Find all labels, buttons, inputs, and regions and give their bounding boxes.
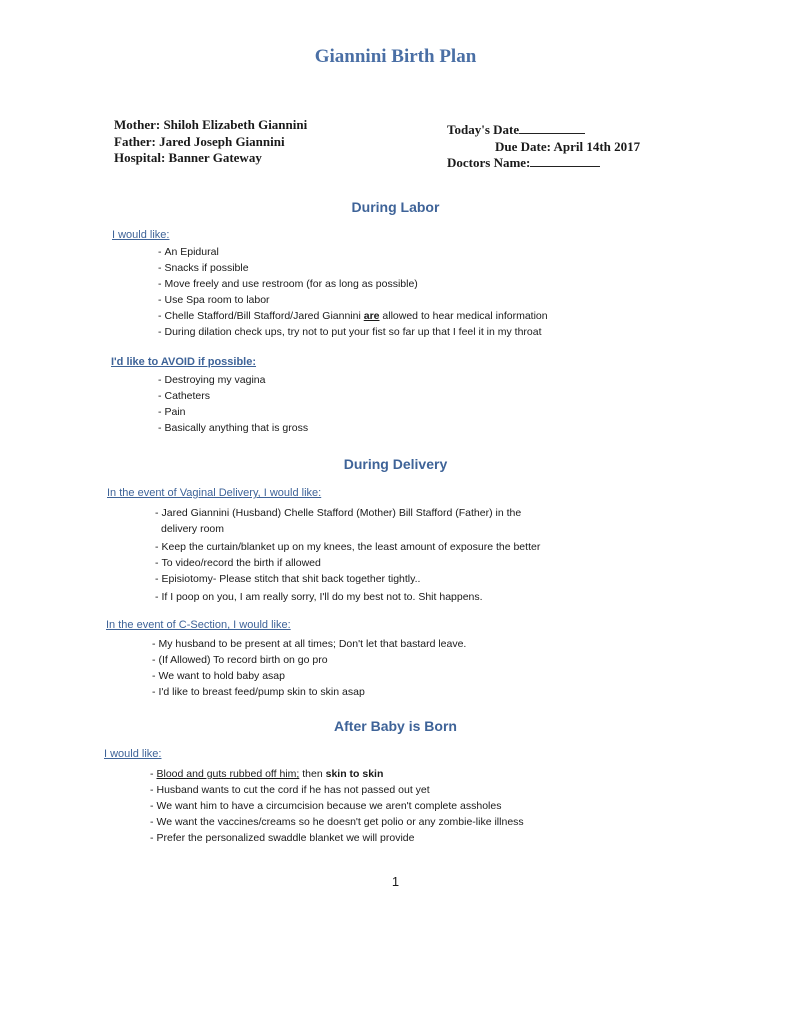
after-heading: After Baby is Born (334, 718, 457, 734)
list-item: - Use Spa room to labor (158, 294, 270, 306)
list-item: - If I poop on you, I am really sorry, I'll do my best not to. Shit happens. (155, 591, 483, 603)
list-item: - Destroying my vagina (158, 374, 266, 386)
blood-guts-text: Blood and guts rubbed off him; (156, 768, 300, 780)
list-item: - Keep the curtain/blanket up on my knees, the least amount of exposure the better (155, 541, 541, 553)
list-item: - I'd like to breast feed/pump skin to skin asap (152, 686, 365, 698)
labor-like-heading: I would like: (112, 229, 170, 241)
list-item: - Blood and guts rubbed off him; then skin to skin (150, 768, 384, 780)
are-emphasis: are (363, 310, 380, 322)
csection-heading: In the event of C-Section, I would like: (106, 619, 291, 631)
list-item: - Catheters (158, 390, 211, 402)
labor-heading: During Labor (351, 199, 440, 215)
todays-date-line (447, 122, 640, 139)
vaginal-list (155, 505, 540, 605)
list-item: - Husband wants to cut the cord if he has not passed out yet (150, 784, 430, 796)
page-title: Giannini Birth Plan (314, 46, 477, 67)
father-line: Father: Jared Joseph Giannini (114, 133, 285, 149)
list-item: - Move freely and use restroom (for as long as possible) (158, 278, 418, 290)
after-like-heading: I would like: (104, 748, 162, 760)
list-item: - Prefer the personalized swaddle blanket we will provide (150, 832, 415, 844)
list-item: - We want the vaccines/creams so he doesn't get polio or any zombie-like illness (150, 816, 524, 828)
todays-date-blank (519, 122, 585, 134)
after-list (150, 766, 524, 846)
mother-line: Mother: Shiloh Elizabeth Giannini (114, 117, 308, 132)
skin-to-skin-text: skin to skin (325, 768, 384, 780)
list-item: - (If Allowed) To record birth on go pro (152, 654, 328, 666)
doctors-name-blank (530, 155, 600, 167)
list-item: - Jared Giannini (Husband) Chelle Stafford (Mother) Bill Stafford (Father) in the (155, 507, 522, 519)
list-item: - Snacks if possible (158, 262, 249, 274)
hospital-line: Hospital: Banner Gateway (114, 150, 262, 165)
labor-like-list (158, 244, 548, 340)
list-item: - Pain (158, 406, 186, 418)
doctors-name-label: Doctors Name: (447, 155, 531, 170)
page-number: 1 (391, 874, 400, 889)
list-item: - Basically anything that is gross (158, 422, 309, 434)
csection-list (152, 636, 466, 700)
list-item: - My husband to be present at all times; Don't let that bastard leave. (152, 638, 467, 650)
vaginal-heading: In the event of Vaginal Delivery, I would like: (107, 487, 322, 499)
list-item: - Chelle Stafford/Bill Stafford/Jared Giannini are allowed to hear medical information (158, 310, 548, 322)
list-item: - We want to hold baby asap (152, 670, 285, 682)
list-item: - Episiotomy- Please stitch that shit back together tightly.. (155, 573, 421, 585)
list-item: - We want him to have a circumcision because we aren't complete assholes (150, 800, 502, 812)
todays-date-label: Today's Date (447, 122, 520, 137)
labor-avoid-list (158, 372, 308, 436)
labor-avoid-heading: I'd like to AVOID if possible: (111, 356, 257, 368)
due-date-line: Due Date: April 14th 2017 (495, 138, 641, 154)
list-item-continued: delivery room (161, 523, 225, 535)
delivery-heading: During Delivery (343, 456, 448, 472)
list-item: - An Epidural (158, 246, 219, 258)
list-item: - During dilation check ups, try not to put your fist so far up that I feel it in my throat (158, 326, 542, 338)
date-info (447, 122, 640, 172)
doctors-name-line (447, 155, 640, 172)
parent-info (114, 117, 307, 167)
list-item: - To video/record the birth if allowed (155, 557, 321, 569)
